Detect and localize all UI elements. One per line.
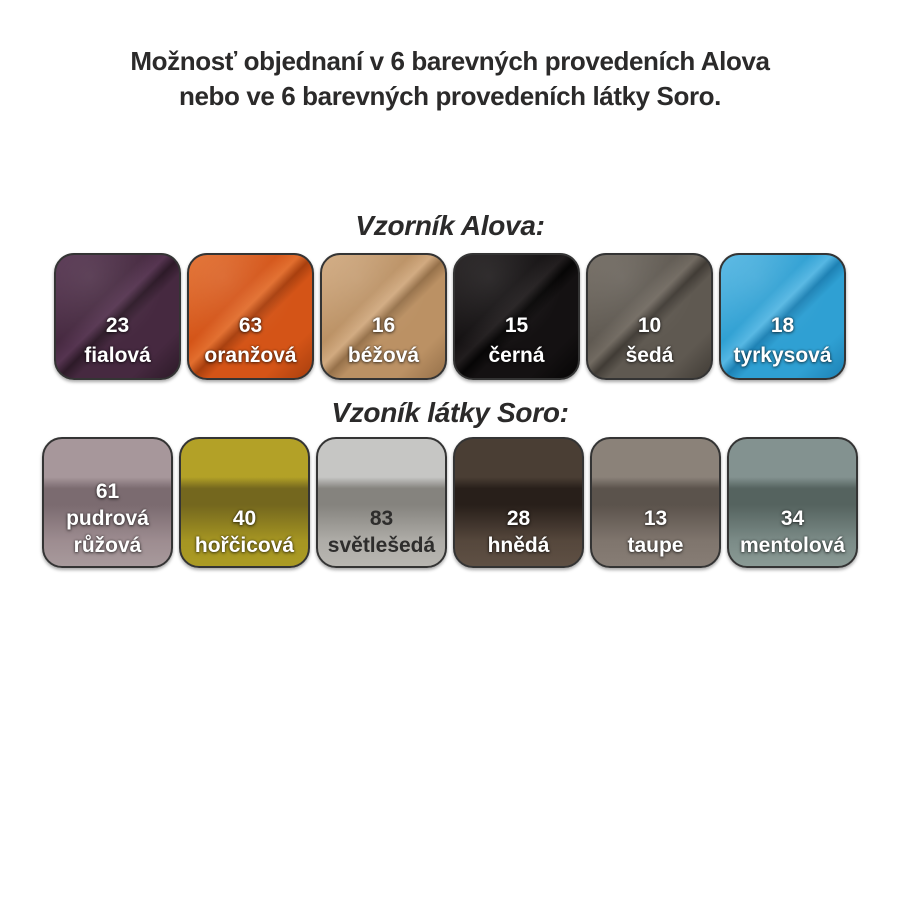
swatch-code: 28 [506,507,531,530]
swatch-row-soro [0,437,900,568]
swatch-label [588,311,711,371]
swatch-label [729,505,856,559]
fabric-swatch-13 [590,437,721,568]
page-title-line2: nebo ve 6 barevných provedeních látky Soro. [179,81,721,111]
swatch-label [56,311,179,371]
swatch-code: 83 [369,507,394,530]
swatch-code: 61 [95,480,120,503]
swatch-label [592,505,719,559]
swatch-name: hořčicová [194,534,295,557]
section-heading-alova: Vzorník Alova: [355,210,545,241]
swatch-name: černá [488,344,545,367]
swatch-name: hnědá [487,534,550,557]
swatch-name: oranžová [204,344,297,367]
fabric-swatch-15 [453,253,580,380]
swatch-name: šedá [625,344,674,367]
swatch-code: 23 [105,314,130,337]
fabric-swatch-40 [179,437,310,568]
swatch-row-alova [0,253,900,380]
swatch-name: fialová [84,344,151,367]
fabric-swatch-63 [187,253,314,380]
swatch-code: 16 [371,314,396,337]
swatch-name: taupe [627,534,684,557]
swatch-label [189,311,312,371]
fabric-swatch-61 [42,437,173,568]
swatch-label [721,311,844,371]
swatch-name: tyrkysová [733,344,832,367]
fabric-swatch-16 [320,253,447,380]
swatch-code: 63 [238,314,263,337]
page-title-line1: Možnosť objednaní v 6 barevných provedeních Alova [130,46,770,76]
fabric-swatch-28 [453,437,584,568]
swatch-code: 18 [770,314,795,337]
swatch-name: béžová [347,344,420,367]
swatch-name: světlešedá [327,534,436,557]
swatch-code: 34 [780,507,805,530]
swatch-label [455,311,578,371]
fabric-swatch-18 [719,253,846,380]
swatch-name: pudrová růžová [66,507,149,557]
fabric-swatch-23 [54,253,181,380]
swatch-label [318,505,445,559]
swatch-name: mentolová [739,534,846,557]
swatch-label [181,505,308,559]
fabric-swatch-83 [316,437,447,568]
swatch-code: 13 [643,507,668,530]
fabric-swatch-34 [727,437,858,568]
swatch-label [44,478,171,559]
swatch-code: 40 [232,507,257,530]
swatch-code: 10 [637,314,662,337]
swatch-label [455,505,582,559]
page-title [0,0,900,114]
swatch-label [322,311,445,371]
swatch-code: 15 [504,314,529,337]
fabric-swatch-10 [586,253,713,380]
section-heading-soro: Vzoník látky Soro: [331,397,569,428]
